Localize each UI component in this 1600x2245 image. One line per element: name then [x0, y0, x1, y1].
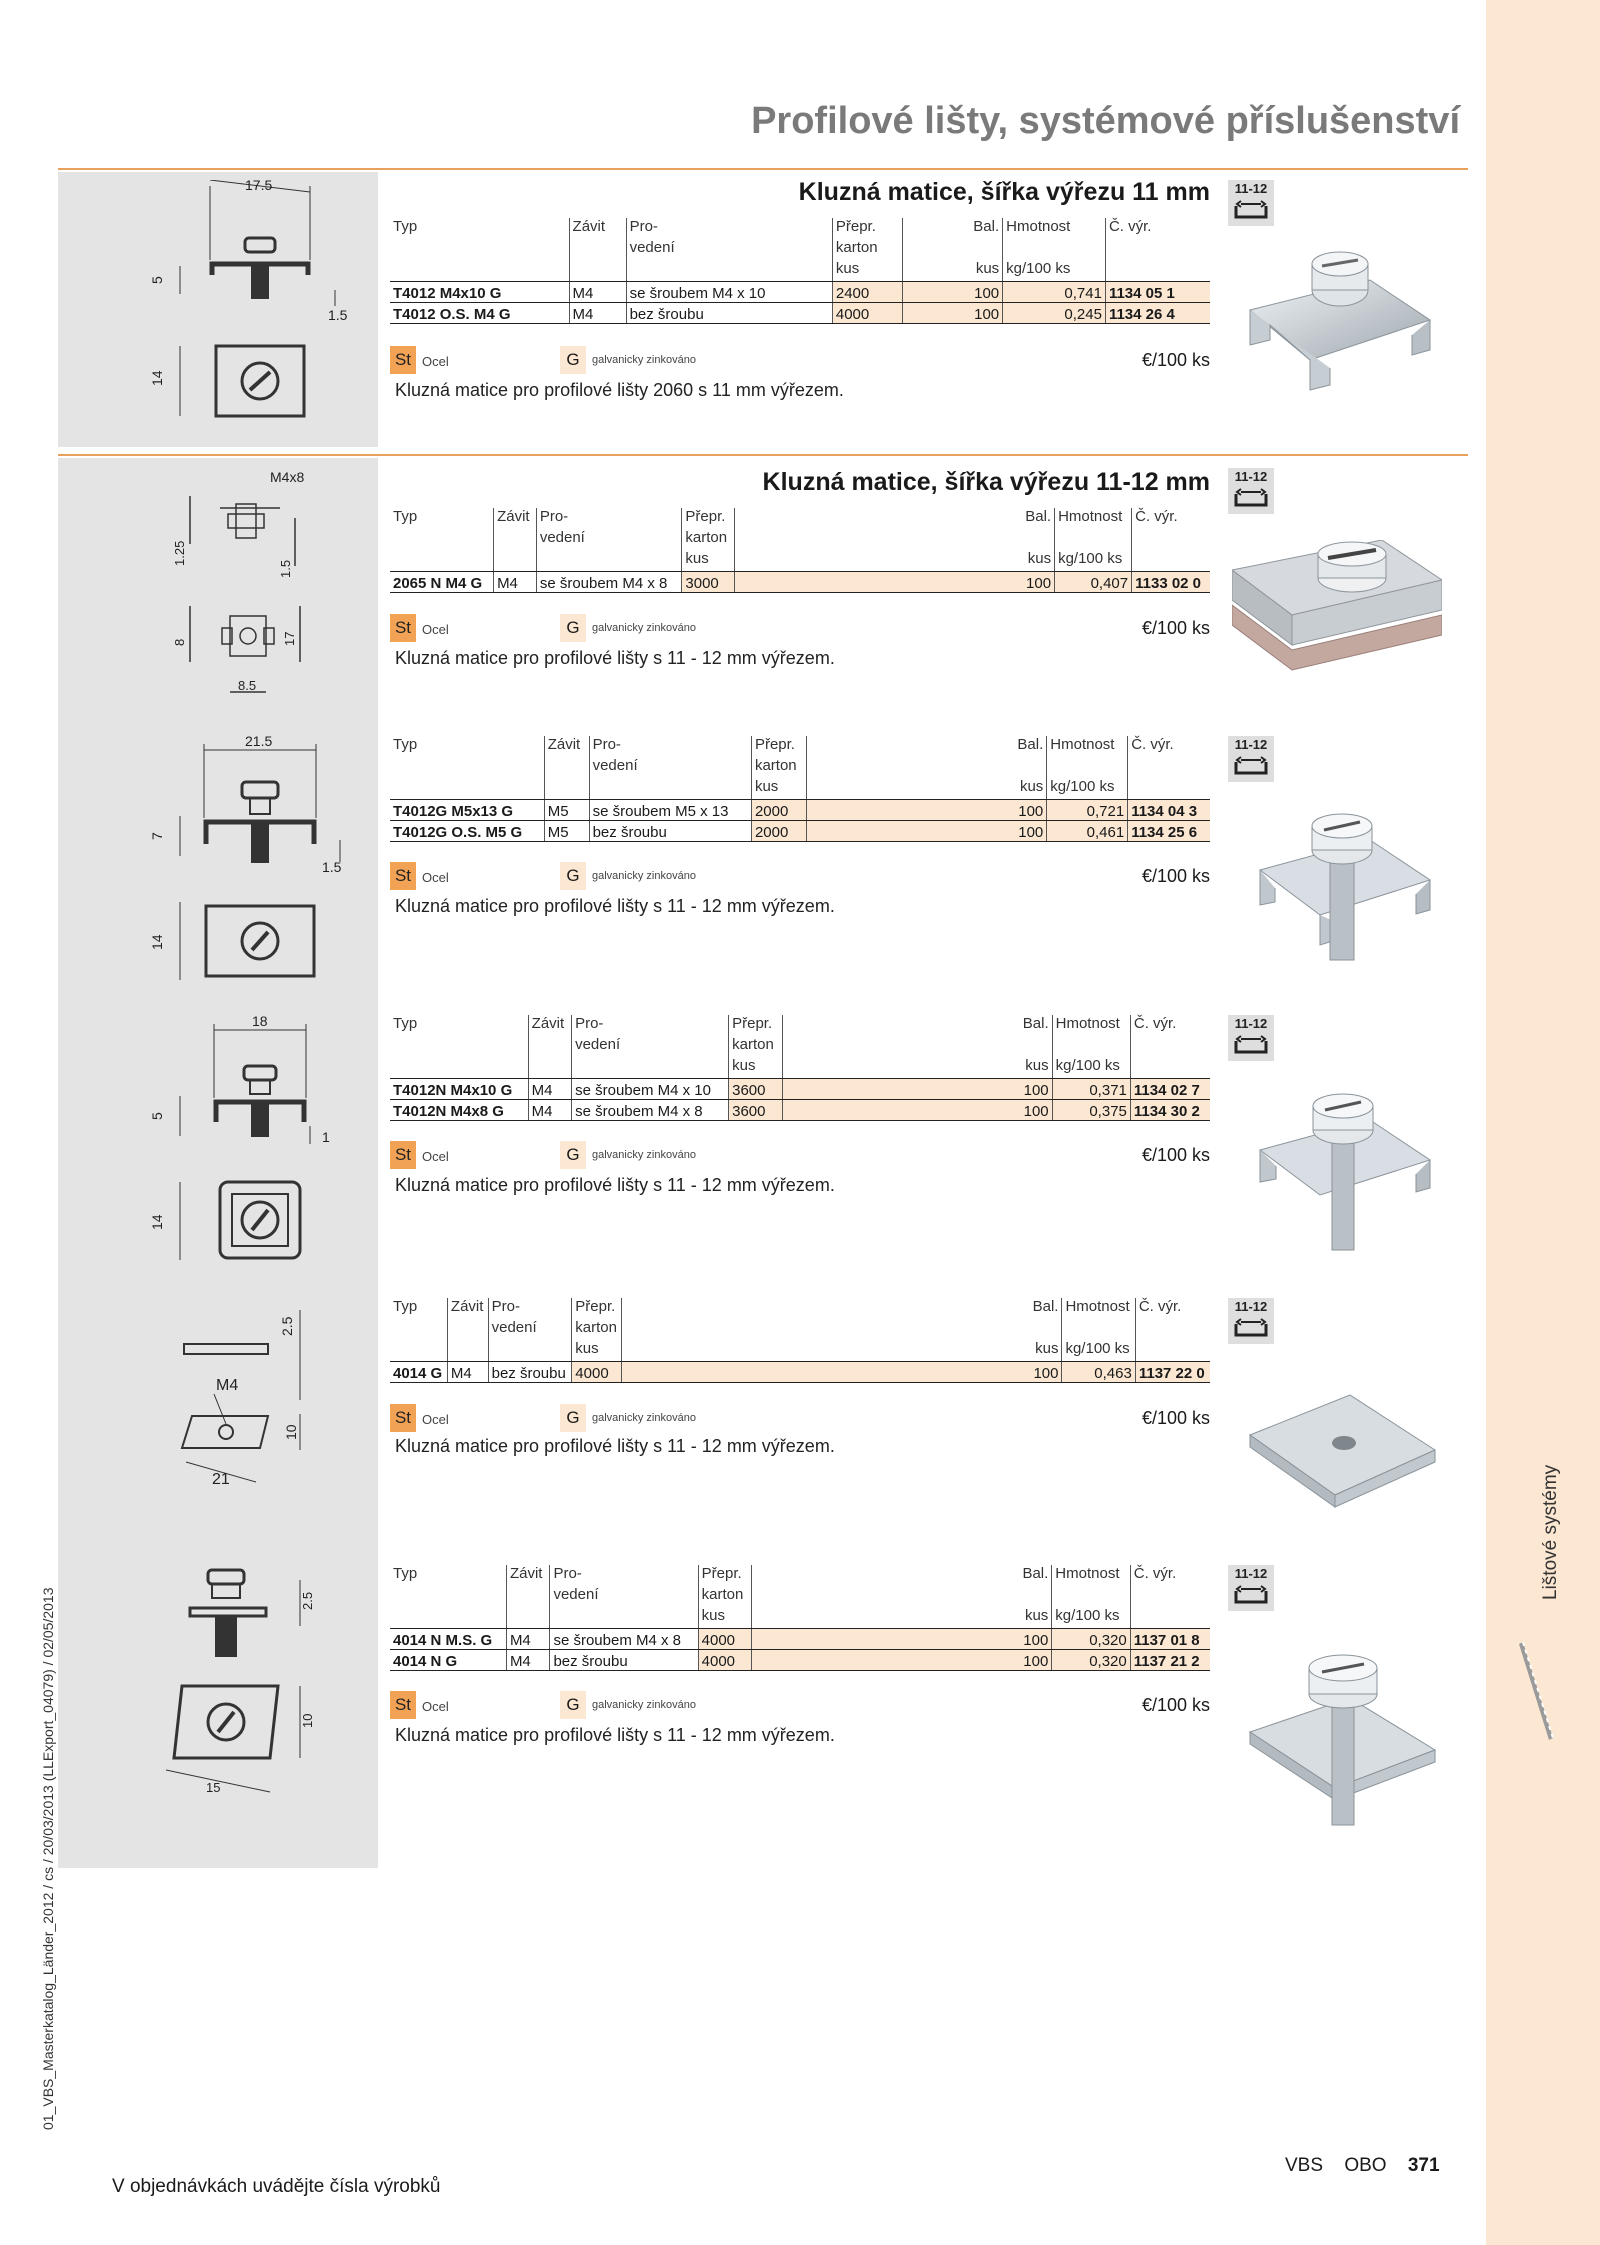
col-header: Přepr.: [751, 736, 806, 757]
table-cell: 0,375: [1052, 1099, 1130, 1120]
table-cell: M4: [528, 1078, 571, 1099]
rail-width-badge: [1228, 1565, 1274, 1611]
dim-label: 10: [283, 1424, 299, 1440]
dim-label: 2.5: [279, 1316, 295, 1336]
product-description: Kluzná matice pro profilové lišty s 11 - 12 mm výřezem.: [395, 1175, 835, 1195]
dim-label: 17.5: [245, 180, 273, 193]
dim-label: 8.5: [238, 678, 257, 693]
dim-label: 14: [149, 1214, 165, 1230]
table-cell: 0,741: [1003, 281, 1106, 302]
col-header: kus: [832, 260, 902, 281]
finish-label: galvanicky zinkováno: [592, 870, 696, 882]
table-cell: 0,320: [1052, 1649, 1130, 1670]
table-cell: T4012G M5x13 G: [390, 799, 544, 820]
table-cell: 1137 21 2: [1130, 1649, 1210, 1670]
badge-label: 11-12: [1234, 1299, 1268, 1314]
dim-label: 1.5: [322, 859, 342, 875]
dim-label: 15: [206, 1780, 221, 1795]
table-cell: 1134 04 3: [1128, 799, 1210, 820]
table-cell: 100: [622, 1361, 1062, 1382]
dim-label: M4: [216, 1377, 239, 1394]
page-title: Profilové lišty, systémové příslušenství: [751, 100, 1460, 142]
product-table: [390, 1015, 1210, 1121]
col-header: Typ: [393, 508, 418, 525]
table-cell: 100: [903, 281, 1003, 302]
table-row: [390, 281, 1210, 302]
col-header: Hmotnost: [1052, 1015, 1130, 1036]
table-cell: 100: [807, 820, 1047, 841]
table-cell: 4000: [698, 1628, 752, 1649]
col-header: Typ: [393, 736, 418, 753]
col-header: vedení: [488, 1319, 572, 1340]
col-header: Pro-: [626, 218, 832, 239]
rail-width-badge: [1228, 736, 1274, 782]
col-header: Přepr.: [682, 508, 735, 529]
col-header: Č. výr.: [1132, 508, 1210, 529]
table-cell: 4014 G: [390, 1361, 447, 1382]
price-unit: €/100 ks: [1141, 866, 1210, 886]
product-table: [390, 508, 1210, 593]
col-header: Pro-: [488, 1298, 572, 1319]
col-header: Hmotnost: [1047, 736, 1128, 757]
table-row: [390, 820, 1210, 841]
dim-label: 1.5: [328, 307, 348, 323]
table-row: [390, 1649, 1210, 1670]
table-cell: M4: [494, 571, 537, 592]
table-cell: 2065 N M4 G: [390, 571, 494, 592]
material-code: St: [390, 1691, 416, 1719]
table-cell: M4: [506, 1628, 550, 1649]
technical-drawing: [140, 180, 370, 440]
col-header: kg/100 ks: [1052, 1057, 1130, 1078]
table-cell: 2000: [751, 820, 806, 841]
dim-label: 14: [149, 370, 165, 386]
dim-label: 18: [252, 1016, 268, 1029]
price-unit: €/100 ks: [1141, 1408, 1210, 1428]
col-header: karton: [751, 757, 806, 778]
dim-label: 5: [149, 1112, 165, 1120]
col-header: kus: [752, 1607, 1052, 1628]
table-cell: se šroubem M4 x 8: [572, 1099, 729, 1120]
product-description: Kluzná matice pro profilové lišty s 11 - 12 mm výřezem.: [395, 1436, 835, 1456]
badge-label: 11-12: [1234, 737, 1268, 752]
table-cell: 4014 N M.S. G: [390, 1628, 506, 1649]
technical-drawing: [150, 1560, 350, 1810]
product-description: Kluzná matice pro profilové lišty s 11 - 12 mm výřezem.: [395, 648, 835, 668]
table-cell: 4000: [572, 1361, 622, 1382]
col-header: kus: [807, 778, 1047, 799]
table-row: [390, 302, 1210, 323]
price-unit: €/100 ks: [1141, 1695, 1210, 1715]
dim-label: M4x8: [270, 469, 305, 485]
col-header: vedení: [572, 1036, 729, 1057]
table-cell: 4000: [832, 302, 902, 323]
col-header: Pro-: [550, 1565, 698, 1586]
table-row: [390, 1361, 1210, 1382]
material-code: St: [390, 1404, 416, 1432]
dim-label: 8: [172, 638, 187, 646]
col-header: kus: [782, 1057, 1052, 1078]
col-header: karton: [832, 239, 902, 260]
badge-label: 11-12: [1234, 181, 1268, 196]
table-cell: T4012N M4x10 G: [390, 1078, 528, 1099]
rail-width-badge: [1228, 468, 1274, 514]
table-cell: 1134 26 4: [1105, 302, 1210, 323]
product-photo: [1240, 1650, 1440, 1830]
col-header: Č. výr.: [1135, 1298, 1210, 1319]
table-cell: 2400: [832, 281, 902, 302]
table-row: [390, 1078, 1210, 1099]
material-label: Ocel: [422, 354, 449, 369]
material-row: [390, 1404, 1210, 1434]
finish-label: galvanicky zinkováno: [592, 1149, 696, 1161]
col-header: Typ: [393, 1015, 418, 1032]
technical-drawing: [140, 1016, 370, 1276]
material-row: [390, 862, 1210, 892]
col-header: Bal.: [807, 736, 1047, 757]
badge-label: 11-12: [1234, 469, 1268, 484]
col-header: karton: [572, 1319, 622, 1340]
col-header: Č. výr.: [1128, 736, 1210, 757]
col-header: vedení: [589, 757, 751, 778]
table-cell: M4: [528, 1099, 571, 1120]
col-header: kus: [751, 778, 806, 799]
page-number: 371: [1407, 2155, 1440, 2176]
dim-label: 21: [212, 1471, 230, 1488]
col-header: kus: [572, 1340, 622, 1361]
product-photo: [1240, 1385, 1440, 1525]
col-header: Hmotnost: [1062, 1298, 1135, 1319]
table-cell: 1134 02 7: [1130, 1078, 1210, 1099]
col-header: Č. výr.: [1130, 1565, 1210, 1586]
col-header: Přepr.: [832, 218, 902, 239]
table-cell: 0,371: [1052, 1078, 1130, 1099]
table-cell: T4012N M4x8 G: [390, 1099, 528, 1120]
rail-icon: [1515, 1640, 1555, 1750]
table-cell: T4012G O.S. M5 G: [390, 820, 544, 841]
col-header: Bal.: [903, 218, 1003, 239]
col-header: vedení: [550, 1586, 698, 1607]
badge-label: 11-12: [1234, 1566, 1268, 1581]
col-header: kg/100 ks: [1062, 1340, 1135, 1361]
table-cell: M5: [544, 820, 589, 841]
col-header: Závit: [569, 218, 626, 239]
finish-code: G: [560, 862, 586, 890]
price-unit: €/100 ks: [1141, 1145, 1210, 1165]
material-row: [390, 614, 1210, 644]
table-cell: 4014 N G: [390, 1649, 506, 1670]
col-header: Bal.: [752, 1565, 1052, 1586]
col-header: karton: [729, 1036, 783, 1057]
table-row: [390, 1628, 1210, 1649]
finish-label: galvanicky zinkováno: [592, 622, 696, 634]
col-header: kus: [735, 550, 1055, 571]
col-header: Typ: [393, 1298, 418, 1315]
badge-label: 11-12: [1234, 1016, 1268, 1031]
product-description: Kluzná matice pro profilové lišty s 11 - 12 mm výřezem.: [395, 896, 835, 916]
product-description: Kluzná matice pro profilové lišty 2060 s 11 mm výřezem.: [395, 380, 844, 400]
section-heading: Kluzná matice, šířka výřezu 11-12 mm: [762, 468, 1210, 496]
material-code: St: [390, 862, 416, 890]
col-header: Přepr.: [698, 1565, 752, 1586]
brand-obo: OBO: [1344, 2155, 1387, 2176]
table-cell: se šroubem M4 x 8: [536, 571, 682, 592]
table-cell: bez šroubu: [589, 820, 751, 841]
col-header: kg/100 ks: [1055, 550, 1132, 571]
col-header: Hmotnost: [1052, 1565, 1130, 1586]
table-cell: 100: [752, 1628, 1052, 1649]
rail-width-icon: [1233, 754, 1269, 776]
rail-width-icon: [1233, 1316, 1269, 1338]
table-cell: 1137 22 0: [1135, 1361, 1210, 1382]
finish-label: galvanicky zinkováno: [592, 354, 696, 366]
product-description: Kluzná matice pro profilové lišty s 11 - 12 mm výřezem.: [395, 1725, 835, 1745]
footer-note: V objednávkách uvádějte čísla výrobků: [112, 2176, 441, 2197]
col-header: Č. výr.: [1105, 218, 1210, 239]
table-cell: bez šroubu: [550, 1649, 698, 1670]
finish-code: G: [560, 1691, 586, 1719]
col-header: Pro-: [589, 736, 751, 757]
col-header: vedení: [536, 529, 682, 550]
table-cell: 100: [735, 571, 1055, 592]
product-table: [390, 1298, 1210, 1383]
dim-label: 10: [300, 1713, 315, 1728]
table-cell: bez šroubu: [488, 1361, 572, 1382]
side-band: [1486, 0, 1600, 2245]
table-cell: T4012 O.S. M4 G: [390, 302, 569, 323]
price-unit: €/100 ks: [1141, 350, 1210, 370]
dim-label: 5: [149, 276, 165, 284]
product-photo: [1232, 540, 1442, 690]
product-block: [390, 178, 1210, 418]
material-code: St: [390, 346, 416, 374]
product-block: [390, 468, 1210, 678]
table-cell: 1134 05 1: [1105, 281, 1210, 302]
table-row: [390, 571, 1210, 592]
col-header: Závit: [544, 736, 589, 757]
product-block: [390, 1298, 1210, 1468]
section-heading: Kluzná matice, šířka výřezu 11 mm: [798, 178, 1210, 206]
table-cell: 3600: [729, 1099, 783, 1120]
table-cell: 0,407: [1055, 571, 1132, 592]
table-cell: se šroubem M4 x 10: [626, 281, 832, 302]
dim-label: 7: [149, 832, 165, 840]
material-row: [390, 1141, 1210, 1171]
table-cell: 1137 01 8: [1130, 1628, 1210, 1649]
col-header: kus: [622, 1340, 1062, 1361]
table-cell: 100: [752, 1649, 1052, 1670]
material-row: [390, 1691, 1210, 1721]
col-header: Hmotnost: [1003, 218, 1106, 239]
col-header: kus: [698, 1607, 752, 1628]
dim-label: 2.5: [300, 1591, 315, 1610]
col-header: kg/100 ks: [1003, 260, 1106, 281]
product-photo: [1240, 810, 1440, 985]
col-header: Pro-: [536, 508, 682, 529]
technical-drawing: [150, 466, 350, 706]
dim-label: 1.25: [172, 540, 187, 566]
table-cell: 0,463: [1062, 1361, 1135, 1382]
material-label: Ocel: [422, 1149, 449, 1164]
material-label: Ocel: [422, 1699, 449, 1714]
price-unit: €/100 ks: [1141, 618, 1210, 638]
table-cell: M5: [544, 799, 589, 820]
table-cell: 100: [807, 799, 1047, 820]
table-row: [390, 1099, 1210, 1120]
finish-label: galvanicky zinkováno: [592, 1699, 696, 1711]
technical-drawing: [140, 736, 370, 996]
table-cell: T4012 M4x10 G: [390, 281, 569, 302]
col-header: Pro-: [572, 1015, 729, 1036]
finish-code: G: [560, 614, 586, 642]
table-cell: bez šroubu: [626, 302, 832, 323]
col-header: Závit: [447, 1298, 488, 1319]
col-header: Bal.: [622, 1298, 1062, 1319]
product-block: [390, 736, 1210, 936]
finish-label: galvanicky zinkováno: [592, 1412, 696, 1424]
material-label: Ocel: [422, 622, 449, 637]
brand-vbs: VBS: [1285, 2155, 1324, 2176]
col-header: kg/100 ks: [1047, 778, 1128, 799]
rail-width-badge: [1228, 180, 1274, 226]
col-header: Závit: [528, 1015, 571, 1036]
rail-width-icon: [1233, 1033, 1269, 1055]
table-cell: se šroubem M5 x 13: [589, 799, 751, 820]
material-row: [390, 346, 1210, 376]
col-header: kus: [729, 1057, 783, 1078]
table-cell: 0,721: [1047, 799, 1128, 820]
section-rule: [58, 168, 1468, 170]
side-tab-label: Lištové systémy: [1540, 1464, 1561, 1600]
finish-code: G: [560, 346, 586, 374]
dim-label: 14: [149, 934, 165, 950]
material-label: Ocel: [422, 1412, 449, 1427]
dim-label: 17: [282, 631, 297, 646]
col-header: vedení: [626, 239, 832, 260]
finish-code: G: [560, 1141, 586, 1169]
col-header: Typ: [393, 1565, 418, 1582]
col-header: kus: [903, 260, 1003, 281]
rail-width-icon: [1233, 486, 1269, 508]
rail-width-badge: [1228, 1015, 1274, 1061]
dim-label: 21.5: [245, 736, 273, 749]
material-label: Ocel: [422, 870, 449, 885]
product-table: [390, 736, 1210, 842]
col-header: Typ: [393, 218, 418, 235]
table-row: [390, 799, 1210, 820]
table-cell: 0,320: [1052, 1628, 1130, 1649]
table-cell: 100: [903, 302, 1003, 323]
dim-label: 1: [322, 1129, 330, 1145]
rail-width-icon: [1233, 198, 1269, 220]
table-cell: 0,245: [1003, 302, 1106, 323]
dim-label: 1.5: [278, 559, 293, 578]
product-table: [390, 1565, 1210, 1671]
col-header: Hmotnost: [1055, 508, 1132, 529]
material-code: St: [390, 614, 416, 642]
col-header: karton: [682, 529, 735, 550]
col-header: Bal.: [735, 508, 1055, 529]
product-photo: [1240, 1090, 1440, 1265]
product-block: [390, 1015, 1210, 1215]
col-header: Č. výr.: [1130, 1015, 1210, 1036]
table-cell: 2000: [751, 799, 806, 820]
table-cell: 0,461: [1047, 820, 1128, 841]
col-header: karton: [698, 1586, 752, 1607]
table-cell: 3000: [682, 571, 735, 592]
table-cell: se šroubem M4 x 10: [572, 1078, 729, 1099]
rail-width-icon: [1233, 1583, 1269, 1605]
product-block: [390, 1565, 1210, 1765]
table-cell: se šroubem M4 x 8: [550, 1628, 698, 1649]
col-header: Bal.: [782, 1015, 1052, 1036]
section-rule: [58, 454, 1468, 456]
side-tab: [1520, 1440, 1580, 1640]
rail-width-badge: [1228, 1298, 1274, 1344]
col-header: kg/100 ks: [1052, 1607, 1130, 1628]
finish-code: G: [560, 1404, 586, 1432]
table-cell: M4: [569, 302, 626, 323]
col-header: kus: [682, 550, 735, 571]
table-cell: 1134 25 6: [1128, 820, 1210, 841]
table-cell: M4: [447, 1361, 488, 1382]
table-cell: M4: [506, 1649, 550, 1670]
col-header: Závit: [506, 1565, 550, 1586]
table-cell: 1134 30 2: [1130, 1099, 1210, 1120]
col-header: Přepr.: [572, 1298, 622, 1319]
product-table: [390, 218, 1210, 324]
table-cell: 4000: [698, 1649, 752, 1670]
table-cell: 100: [782, 1099, 1052, 1120]
table-cell: 3600: [729, 1078, 783, 1099]
product-photo: [1240, 250, 1440, 420]
table-cell: 100: [782, 1078, 1052, 1099]
document-meta: 01_VBS_Masterkatalog_Länder_2012 / cs / 20/03/2013 (LLExport_04079) / 02/05/2013: [40, 1587, 56, 2130]
footer-brands: [1285, 2155, 1440, 2177]
table-cell: M4: [569, 281, 626, 302]
col-header: Přepr.: [729, 1015, 783, 1036]
technical-drawing: [150, 1300, 350, 1510]
material-code: St: [390, 1141, 416, 1169]
col-header: Závit: [494, 508, 537, 529]
table-cell: 1133 02 0: [1132, 571, 1210, 592]
